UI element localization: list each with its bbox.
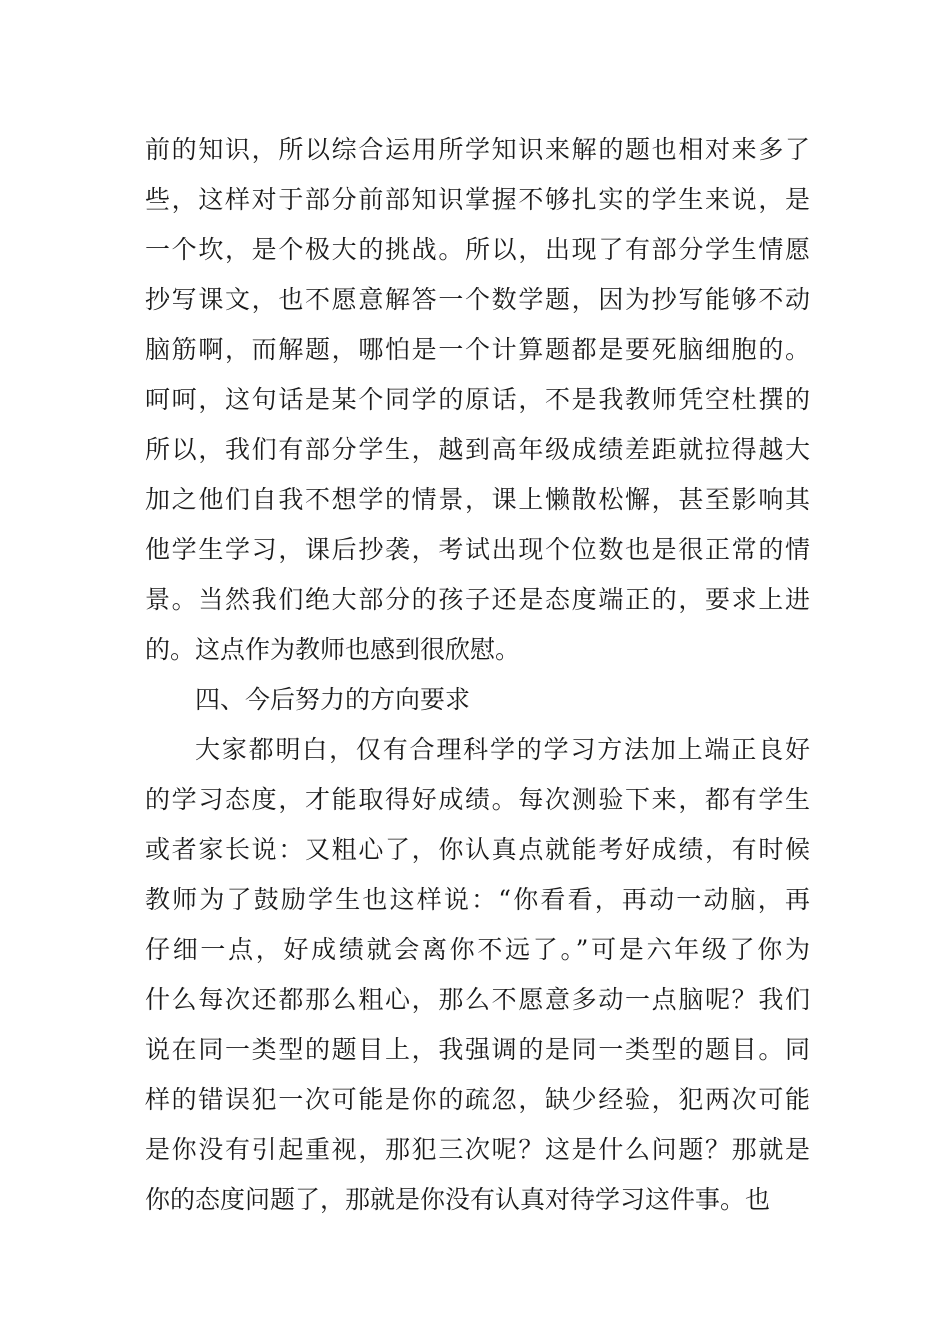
section-heading [145,675,810,725]
text-line: 他学生学习，课后抄袭，考试出现个位数也是很正常的情 [145,535,810,564]
text-line: 教师为了鼓励学生也这样说：“你看看，再动一动脑，再 [145,885,810,914]
text-line: 说在同一类型的题目上，我强调的是同一类型的题目。同 [145,1035,810,1064]
text-line: 前的知识，所以综合运用所学知识来解的题也相对来多了 [145,135,810,164]
text-line: 是你没有引起重视，那犯三次呢？这是什么问题？那就是 [145,1135,810,1164]
text-line: 大家都明白，仅有合理科学的学习方法加上端正良好 [195,735,810,764]
text-line: 抄写课文，也不愿意解答一个数学题，因为抄写能够不动 [145,285,810,314]
text-line: 的学习态度，才能取得好成绩。每次测验下来，都有学生 [145,785,810,814]
paragraph [145,125,810,675]
text-line: 四、今后努力的方向要求 [195,685,471,714]
text-line: 样的错误犯一次可能是你的疏忽，缺少经验，犯两次可能 [145,1085,810,1114]
text-line: 你的态度问题了，那就是你没有认真对待学习这件事。也 [145,1185,771,1214]
text-line: 仔细一点，好成绩就会离你不远了。”可是六年级了你为 [145,935,810,964]
text-line: 或者家长说：又粗心了，你认真点就能考好成绩，有时候 [145,835,810,864]
text-line: 景。当然我们绝大部分的孩子还是态度端正的，要求上进 [145,585,810,614]
text-line: 加之他们自我不想学的情景，课上懒散松懈，甚至影响其 [145,485,810,514]
text-line: 脑筋啊，而解题，哪怕是一个计算题都是要死脑细胞的。 [145,335,810,364]
text-line: 一个坎，是个极大的挑战。所以，出现了有部分学生情愿 [145,235,810,264]
document-body [145,125,810,1225]
paragraph [145,725,810,1225]
text-line: 的。这点作为教师也感到很欣慰。 [145,635,521,664]
text-line: 呵呵，这句话是某个同学的原话，不是我教师凭空杜撰的 [145,385,810,414]
text-line: 些，这样对于部分前部知识掌握不够扎实的学生来说，是 [145,185,810,214]
text-line: 所以，我们有部分学生，越到高年级成绩差距就拉得越大 [145,435,810,464]
text-line: 什么每次还都那么粗心，那么不愿意多动一点脑呢？我们 [145,985,810,1014]
